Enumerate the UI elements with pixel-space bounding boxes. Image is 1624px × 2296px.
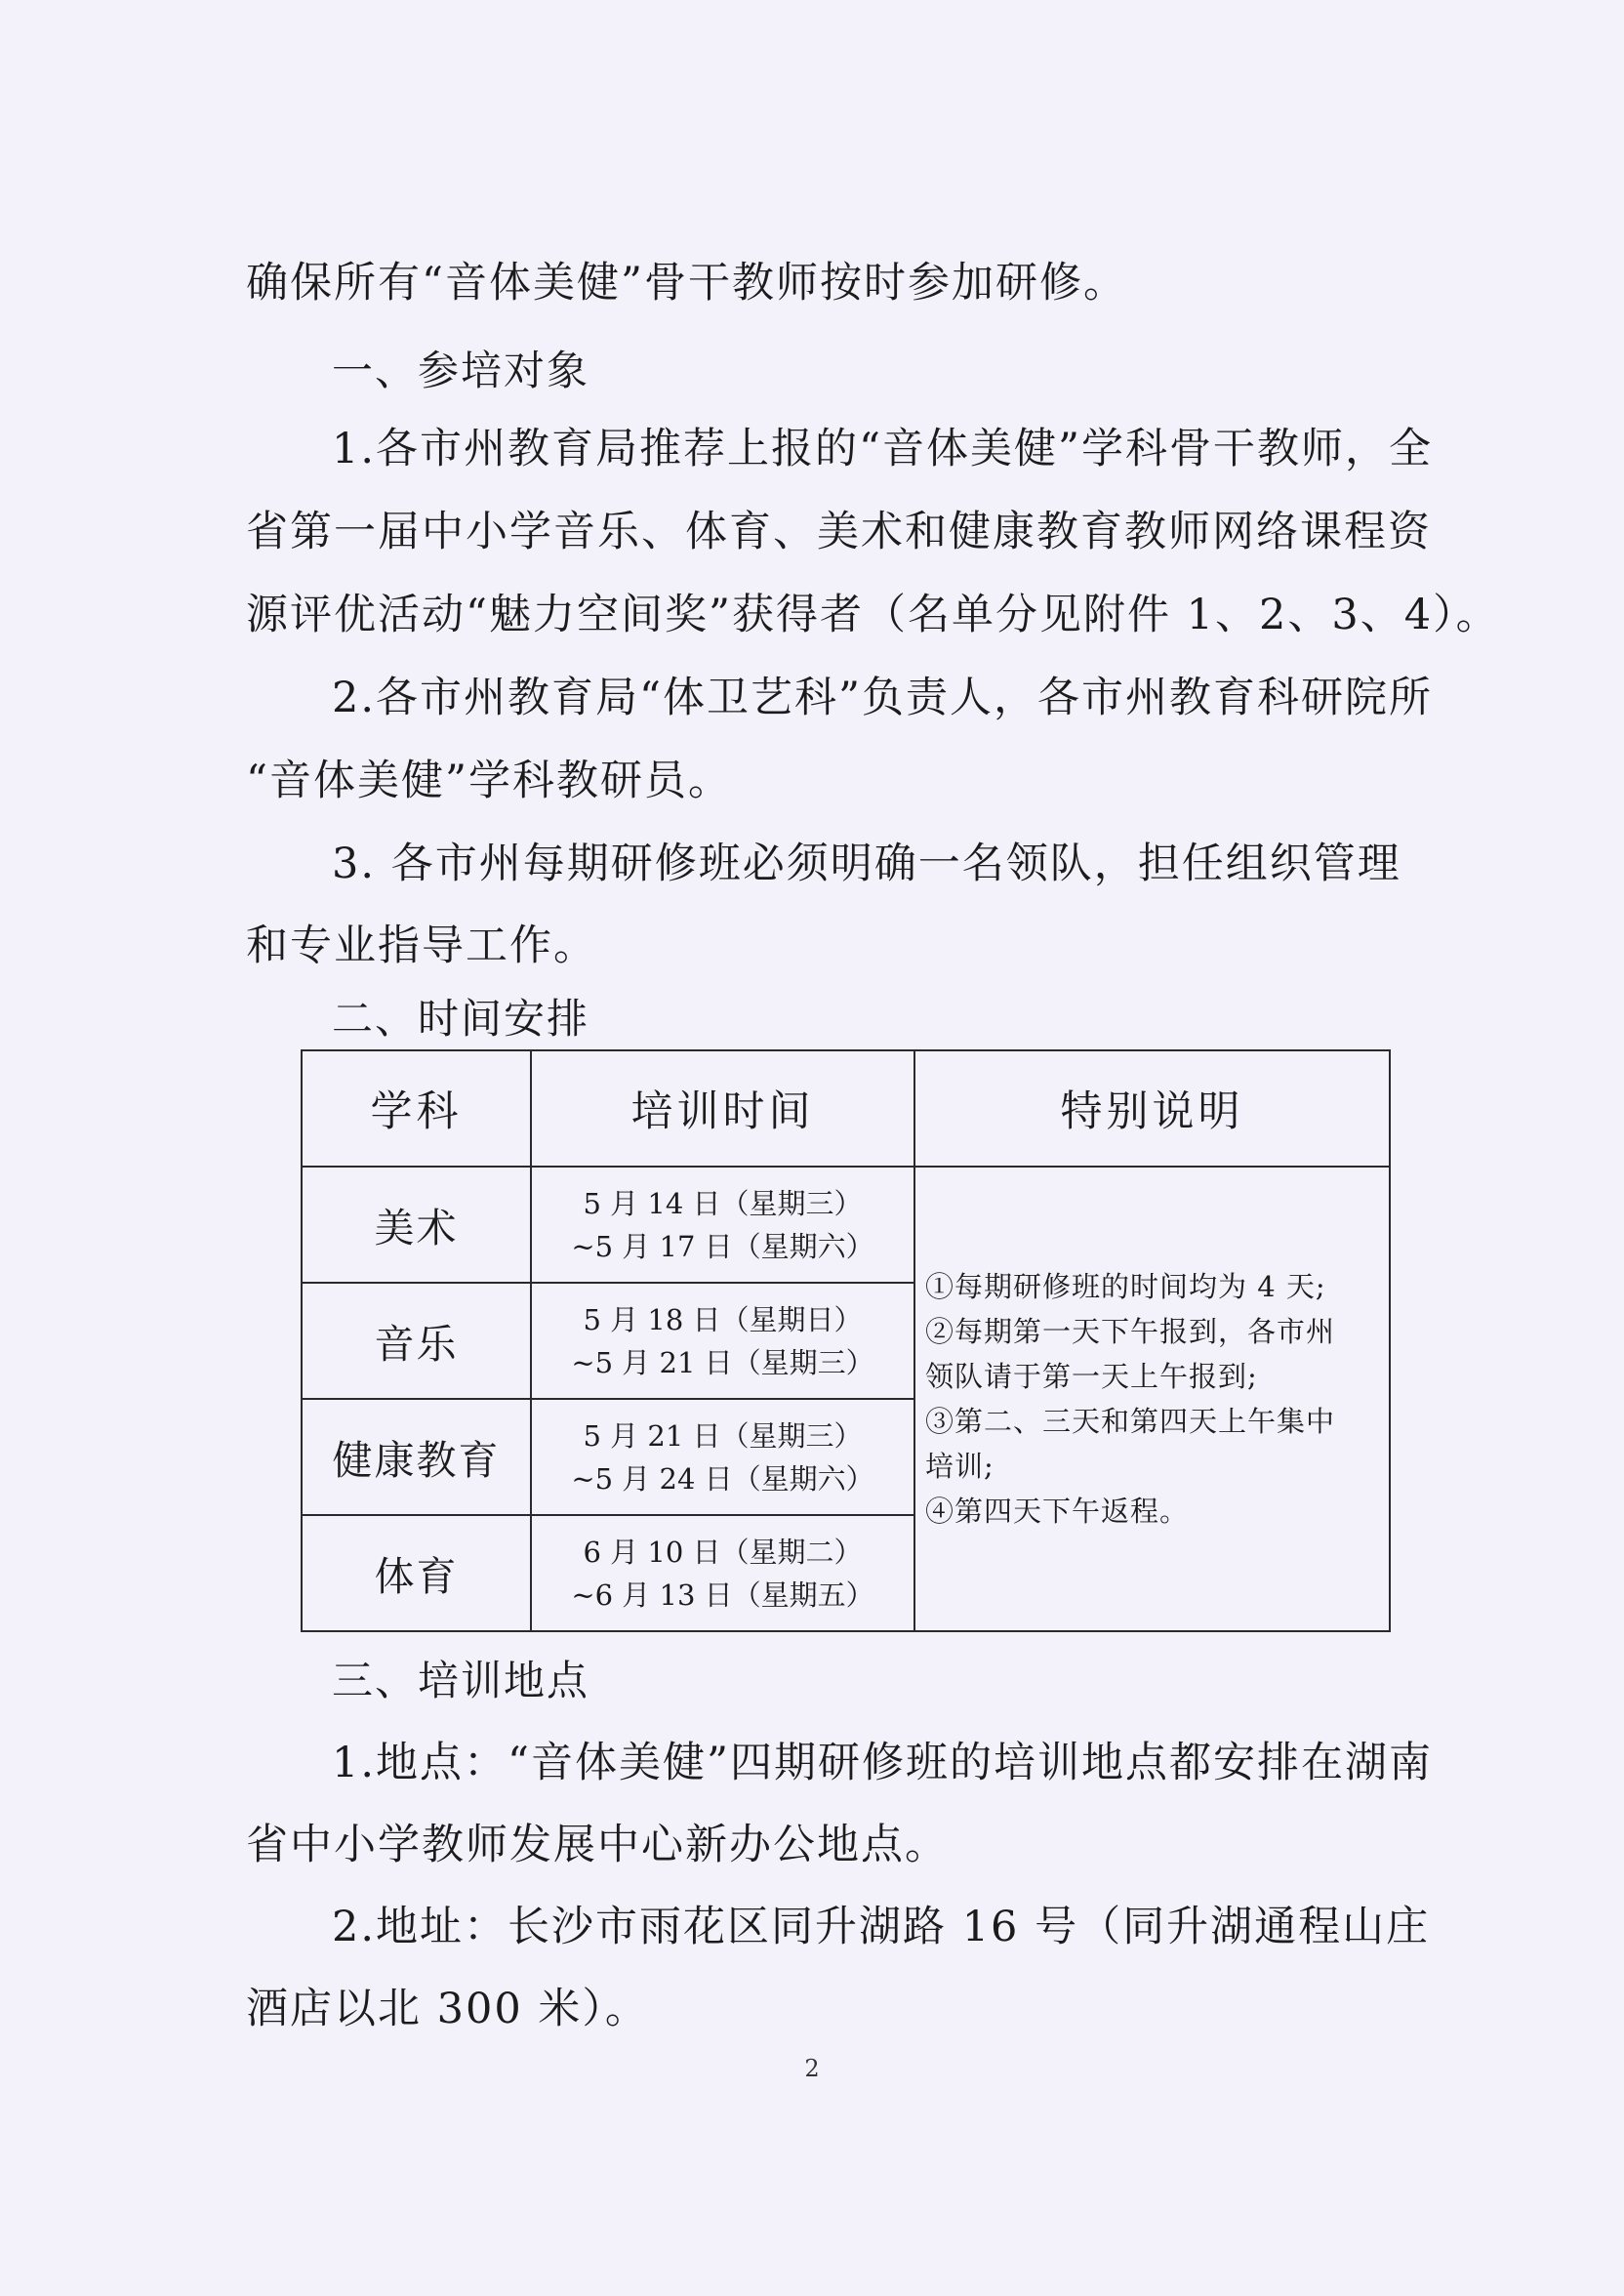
section1-item1-line1: 1.各市州教育局推荐上报的“音体美健”学科骨干教师，全 — [332, 425, 1433, 473]
subject-cell: 体育 — [302, 1515, 531, 1631]
table-header-row — [302, 1050, 1390, 1167]
header-time: 培训时间 — [531, 1050, 914, 1167]
note-line: 培训; — [925, 1450, 995, 1483]
time-cell — [531, 1515, 914, 1631]
note-line: ③第二、三天和第四天上午集中 — [925, 1405, 1336, 1438]
section1-heading: 一、参培对象 — [332, 347, 590, 394]
time-start: 6 月 10 日（星期二） — [583, 1535, 863, 1569]
time-end: ~5 月 24 日（星期六） — [571, 1461, 874, 1496]
section1-item1-line2: 省第一届中小学音乐、体育、美术和健康教育教师网络课程资 — [246, 508, 1432, 556]
note-line: ②每期第一天下午报到，各市州 — [925, 1315, 1336, 1348]
time-start: 5 月 14 日（星期三） — [583, 1186, 863, 1220]
section3-item2-line2: 酒店以北 300 米）。 — [246, 1985, 649, 2033]
intro-line: 确保所有“音体美健”骨干教师按时参加研修。 — [246, 259, 1127, 308]
subject-cell: 音乐 — [302, 1283, 531, 1399]
table-row — [302, 1167, 1390, 1283]
section3-item1-line1: 1.地点：“音体美健”四期研修班的培训地点都安排在湖南 — [332, 1739, 1433, 1787]
note-line: ①每期研修班的时间均为 4 天; — [925, 1270, 1326, 1303]
time-cell — [531, 1167, 914, 1283]
section3-item1-line2: 省中小学教师发展中心新办公地点。 — [246, 1821, 949, 1869]
header-subject: 学科 — [302, 1050, 531, 1167]
time-cell — [531, 1283, 914, 1399]
subject-cell: 健康教育 — [302, 1399, 531, 1515]
section1-item2-line2: “音体美健”学科教研员。 — [246, 757, 732, 805]
header-notes: 特别说明 — [914, 1050, 1390, 1167]
time-end: ~6 月 13 日（星期五） — [571, 1578, 874, 1612]
time-start: 5 月 18 日（星期日） — [583, 1302, 863, 1336]
note-line: ④第四天下午返程。 — [925, 1495, 1190, 1528]
time-cell — [531, 1399, 914, 1515]
section1-item3-line1: 3. 各市州每期研修班必须明确一名领队，担任组织管理 — [332, 840, 1401, 888]
notes-cell — [914, 1167, 1390, 1631]
schedule-table — [301, 1049, 1391, 1632]
time-end: ~5 月 17 日（星期六） — [571, 1229, 874, 1263]
time-end: ~5 月 21 日（星期三） — [571, 1345, 874, 1379]
subject-cell: 美术 — [302, 1167, 531, 1283]
section1-item3-line2: 和专业指导工作。 — [246, 922, 597, 970]
page-number: 2 — [804, 2055, 820, 2082]
section1-item1-line3: 源评优活动“魅力空间奖”获得者（名单分见附件 1、2、3、4）。 — [246, 591, 1500, 639]
section1-item2-line1: 2.各市州教育局“体卫艺科”负责人，各市州教育科研院所 — [332, 674, 1433, 722]
section2-heading: 二、时间安排 — [332, 995, 590, 1043]
note-line: 领队请于第一天上午报到; — [925, 1360, 1258, 1393]
section3-heading: 三、培训地点 — [332, 1657, 590, 1704]
section3-item2-line1: 2.地址：长沙市雨花区同升湖路 16 号（同升湖通程山庄 — [332, 1903, 1431, 1951]
time-start: 5 月 21 日（星期三） — [583, 1418, 863, 1453]
